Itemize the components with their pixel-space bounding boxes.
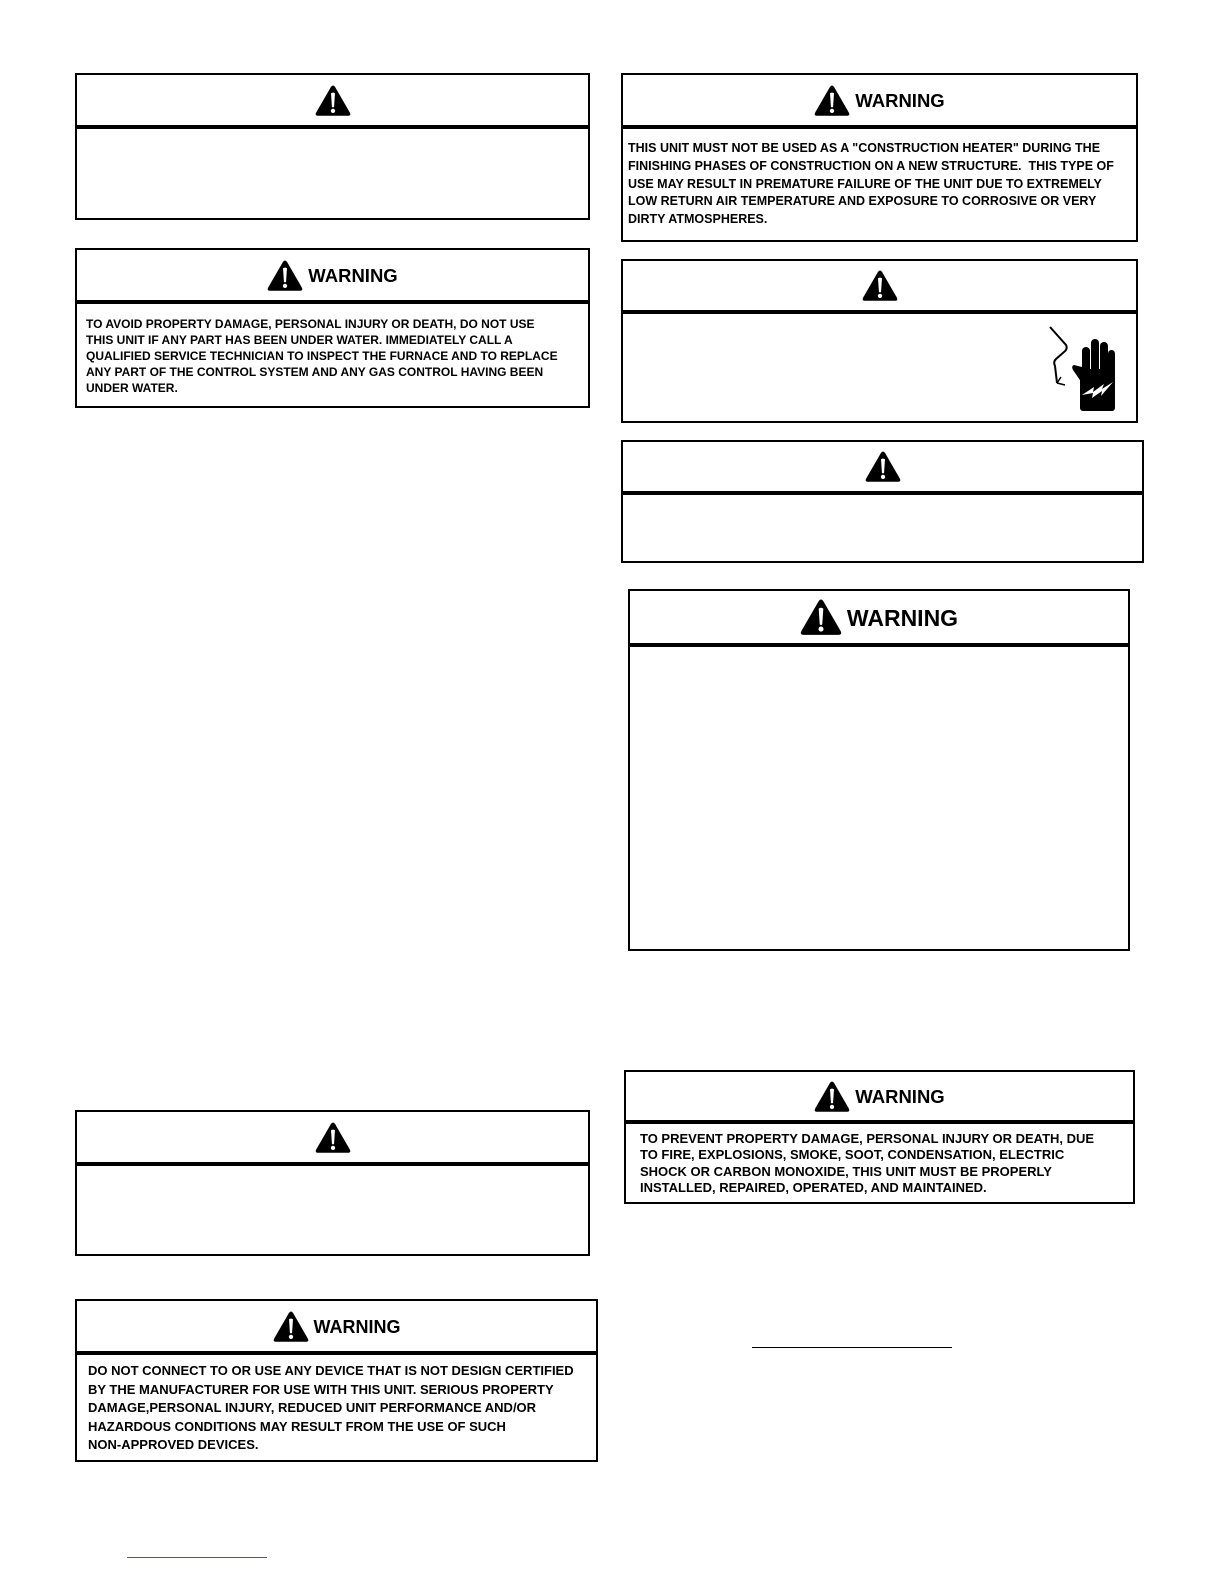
- warning-header: [621, 440, 1144, 493]
- warning-label: WARNING: [855, 1085, 945, 1107]
- warning-text-line: NON-APPROVED DEVICES.: [88, 1437, 259, 1452]
- warning-box-blank-right: [621, 440, 1144, 563]
- warning-body: [624, 1122, 1135, 1204]
- warning-body: [621, 493, 1144, 563]
- warning-body: [75, 302, 590, 408]
- warning-header: [75, 73, 590, 127]
- warning-label: WARNING: [846, 604, 959, 631]
- warning-header: [628, 589, 1130, 645]
- warning-triangle-icon: [814, 84, 850, 117]
- warning-body: [75, 1353, 598, 1462]
- warning-box-under-water: [75, 248, 590, 408]
- warning-box-non-approved-devices: [75, 1299, 598, 1462]
- warning-box-blank-lower-left: [75, 1110, 590, 1256]
- link-underline[interactable]: [127, 1557, 267, 1558]
- warning-triangle-icon: [315, 84, 351, 117]
- warning-text-line: DAMAGE,PERSONAL INJURY, REDUCED UNIT PERFORMANCE AND/OR: [88, 1400, 537, 1415]
- warning-triangle-icon: [315, 1121, 351, 1154]
- warning-header: [621, 259, 1138, 312]
- warning-label: WARNING: [313, 1317, 401, 1337]
- blank-underline: [752, 1347, 952, 1348]
- warning-text-line: DIRTY ATMOSPHERES.: [628, 212, 768, 227]
- warning-body: [621, 127, 1138, 242]
- warning-text-line: TO AVOID PROPERTY DAMAGE, PERSONAL INJURY OR DEATH, DO NOT USE: [86, 317, 535, 331]
- warning-text-line: DO NOT CONNECT TO OR USE ANY DEVICE THAT IS NOT DESIGN CERTIFIED: [88, 1363, 574, 1378]
- warning-box-construction-heater: [621, 73, 1138, 242]
- warning-triangle-icon: [273, 1310, 309, 1343]
- warning-text-line: ANY PART OF THE CONTROL SYSTEM AND ANY GAS CONTROL HAVING BEEN: [86, 365, 544, 379]
- warning-label: WARNING: [308, 264, 398, 286]
- warning-header: [75, 248, 590, 302]
- warning-label: WARNING: [855, 89, 945, 111]
- warning-text-line: TO PREVENT PROPERTY DAMAGE, PERSONAL INJURY OR DEATH, DUE: [640, 1131, 1095, 1146]
- warning-body: [628, 645, 1130, 951]
- electrical-shock-hand-icon: [1044, 325, 1116, 411]
- warning-text-line: INSTALLED, REPAIRED, OPERATED, AND MAINTAINED.: [640, 1179, 987, 1195]
- warning-text-line: TO FIRE, EXPLOSIONS, SMOKE, SOOT, CONDENSATION, ELECTRIC: [640, 1147, 1065, 1163]
- warning-body: [75, 1164, 590, 1256]
- warning-triangle-icon: [814, 1080, 850, 1113]
- warning-text-line: FINISHING PHASES OF CONSTRUCTION ON A NEW STRUCTURE. THIS TYPE OF: [628, 158, 1114, 173]
- warning-triangle-icon: [865, 450, 901, 483]
- warning-text-line: LOW RETURN AIR TEMPERATURE AND EXPOSURE TO CORROSIVE OR VERY: [628, 194, 1097, 209]
- warning-text-line: THIS UNIT IF ANY PART HAS BEEN UNDER WATER. IMMEDIATELY CALL A: [86, 333, 513, 347]
- warning-text-line: HAZARDOUS CONDITIONS MAY RESULT FROM THE USE OF SUCH: [88, 1418, 506, 1434]
- warning-body: [75, 127, 590, 220]
- warning-text-line: THIS UNIT MUST NOT BE USED AS A "CONSTRUCTION HEATER" DURING THE: [628, 141, 1101, 155]
- warning-box-large: [628, 589, 1130, 951]
- warning-header: [621, 73, 1138, 127]
- warning-header: [75, 1299, 598, 1353]
- warning-text-line: QUALIFIED SERVICE TECHNICIAN TO INSPECT THE FURNACE AND TO REPLACE: [86, 349, 558, 363]
- warning-box-electrical-shock: [621, 259, 1138, 423]
- warning-triangle-icon: [862, 269, 898, 302]
- warning-header: [75, 1110, 590, 1164]
- warning-body: [621, 312, 1138, 423]
- warning-header: [624, 1070, 1135, 1122]
- warning-text-line: SHOCK OR CARBON MONOXIDE, THIS UNIT MUST BE PROPERLY: [640, 1163, 1052, 1179]
- warning-box-fire: [624, 1070, 1135, 1204]
- warning-text-line: BY THE MANUFACTURER FOR USE WITH THIS UNIT. SERIOUS PROPERTY: [88, 1381, 554, 1397]
- warning-box-blank-top-left: [75, 73, 590, 220]
- warning-text-line: USE MAY RESULT IN PREMATURE FAILURE OF THE UNIT DUE TO EXTREMELY: [628, 176, 1102, 191]
- warning-triangle-icon: [800, 598, 842, 636]
- warning-text-line: UNDER WATER.: [86, 381, 178, 395]
- warning-triangle-icon: [267, 259, 303, 292]
